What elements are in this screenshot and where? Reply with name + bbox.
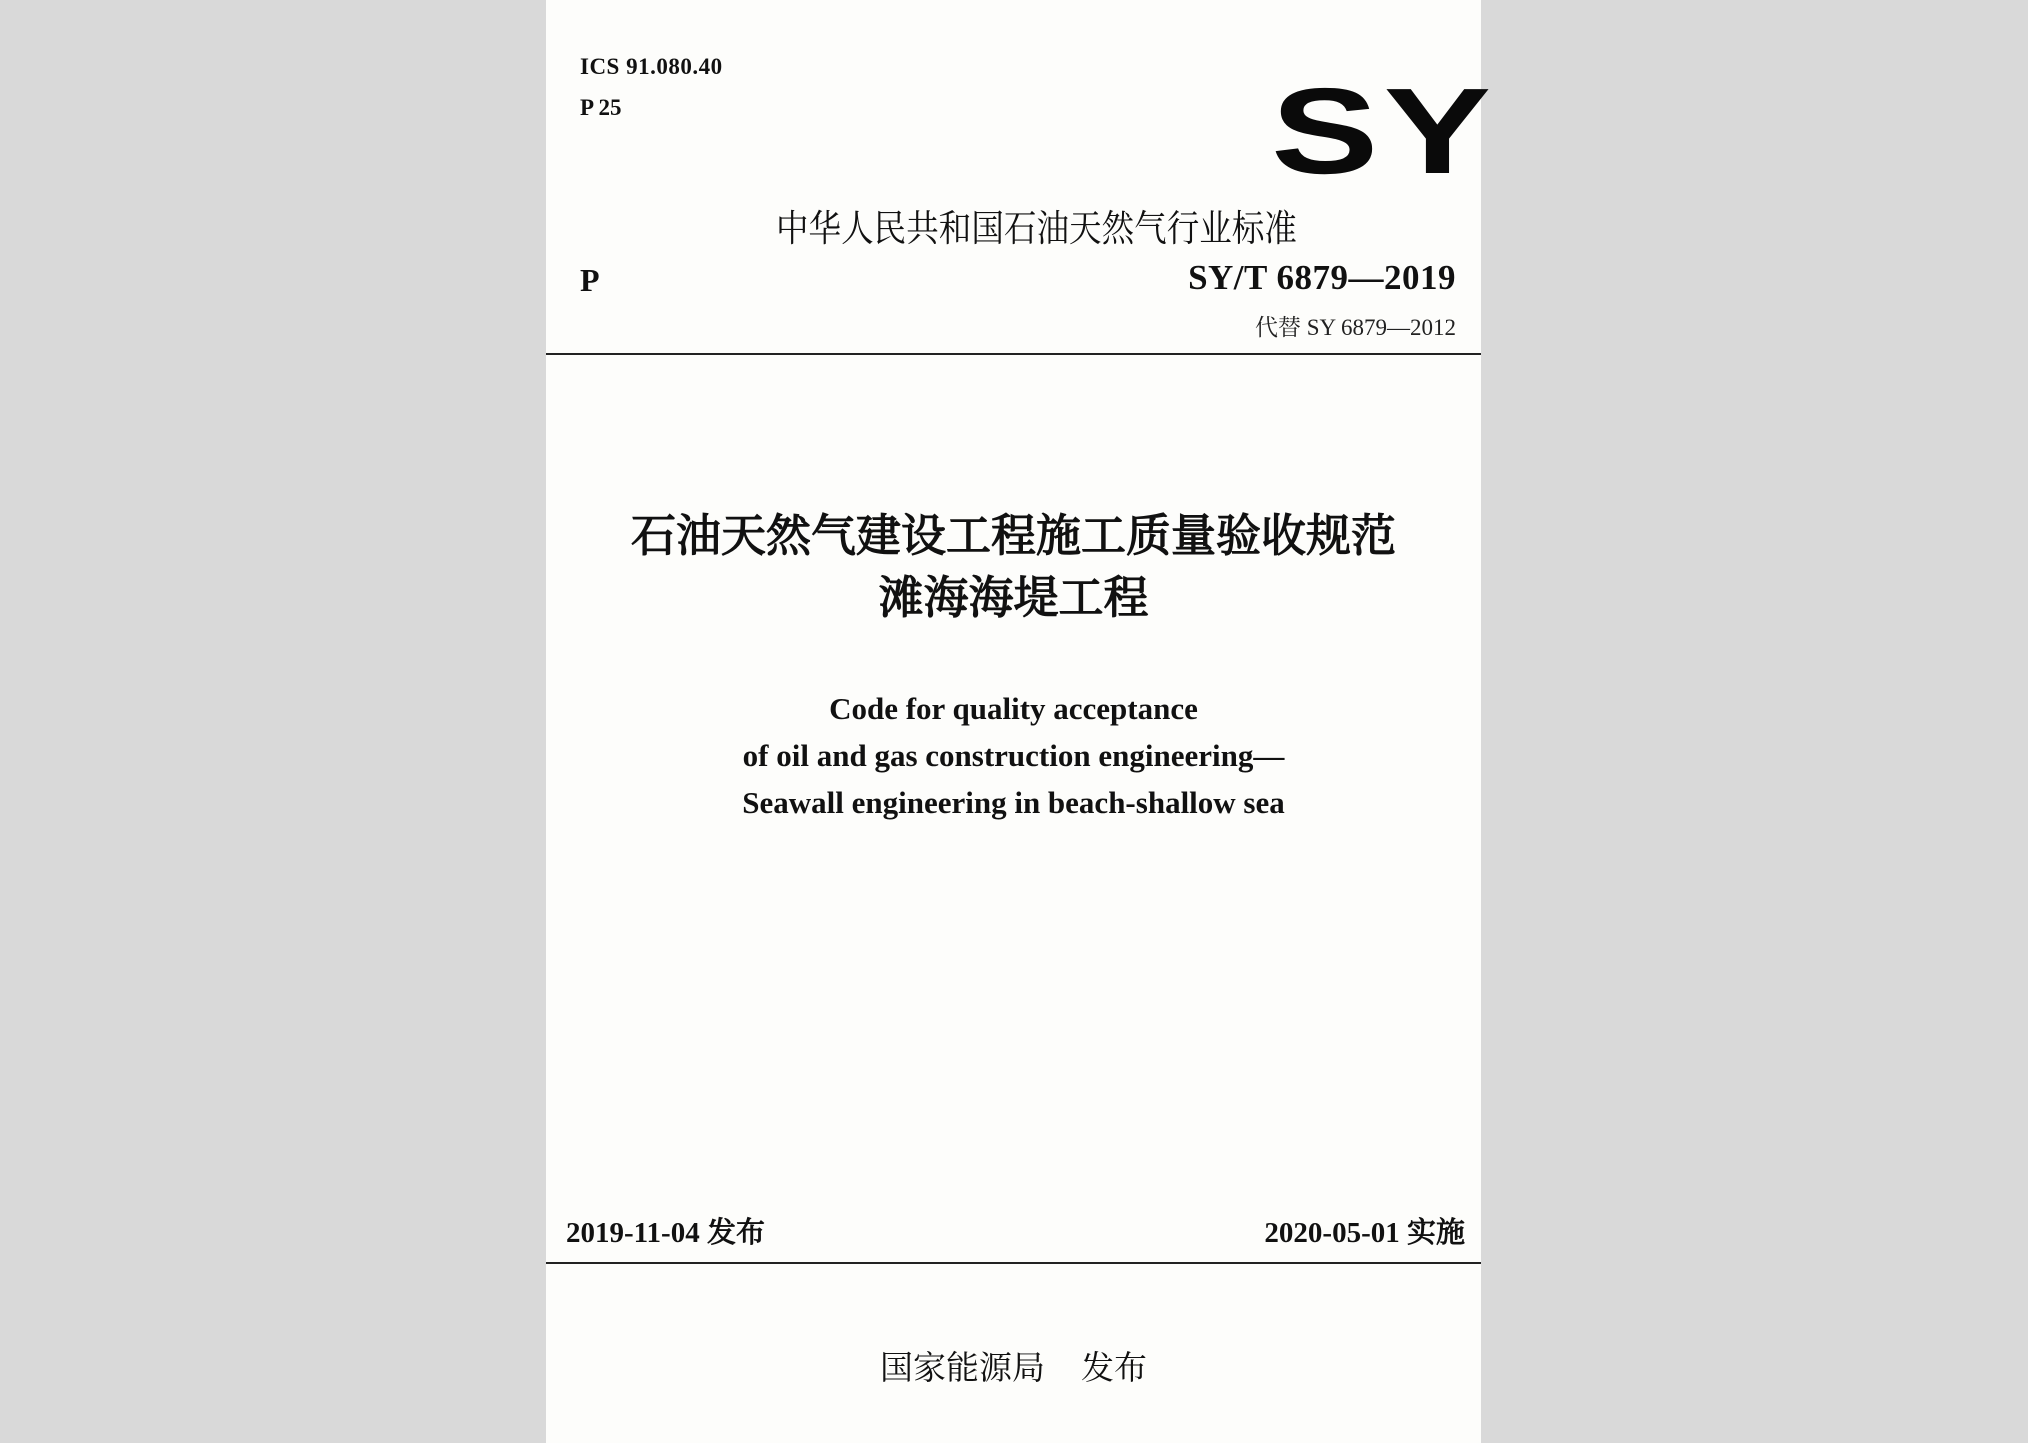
sy-logo: SY — [1271, 63, 1497, 199]
english-title-line-1: Code for quality acceptance — [829, 691, 1198, 726]
footer-divider — [546, 1262, 1481, 1264]
standard-number: SY/T 6879—2019 — [1188, 258, 1456, 297]
implement-date: 2020-05-01 — [1264, 1217, 1400, 1249]
issue-date: 2019-11-04 — [566, 1217, 700, 1249]
publisher-name: 国家能源局 — [880, 1348, 1045, 1387]
ics-code: ICS 91.080.40 — [580, 54, 723, 79]
english-title — [546, 685, 1481, 826]
category-letter: P — [580, 262, 600, 298]
industry-standard-title: 中华人民共和国石油天然气行业标准 — [776, 207, 1297, 250]
english-title-line-2: of oil and gas construction engineering— — [742, 738, 1285, 773]
implement-date-block — [1264, 1210, 1465, 1251]
ccs-code: P 25 — [580, 95, 622, 120]
replaces-standard: 代替 SY 6879—2012 — [1254, 315, 1456, 340]
implement-label: 实施 — [1406, 1215, 1465, 1249]
standard-cover-page — [546, 0, 1497, 1443]
english-title-line-3: Seawall engineering in beach-shallow sea — [742, 785, 1285, 820]
publish-label: 发布 — [1081, 1348, 1147, 1387]
issue-date-block — [566, 1210, 765, 1251]
chinese-title-line-2: 滩海海堤工程 — [878, 571, 1149, 624]
chinese-title — [546, 505, 1481, 629]
header-divider — [546, 353, 1481, 355]
publisher-line — [546, 1342, 1481, 1389]
issue-label: 发布 — [706, 1215, 765, 1249]
chinese-title-line-1: 石油天然气建设工程施工质量验收规范 — [630, 509, 1396, 562]
